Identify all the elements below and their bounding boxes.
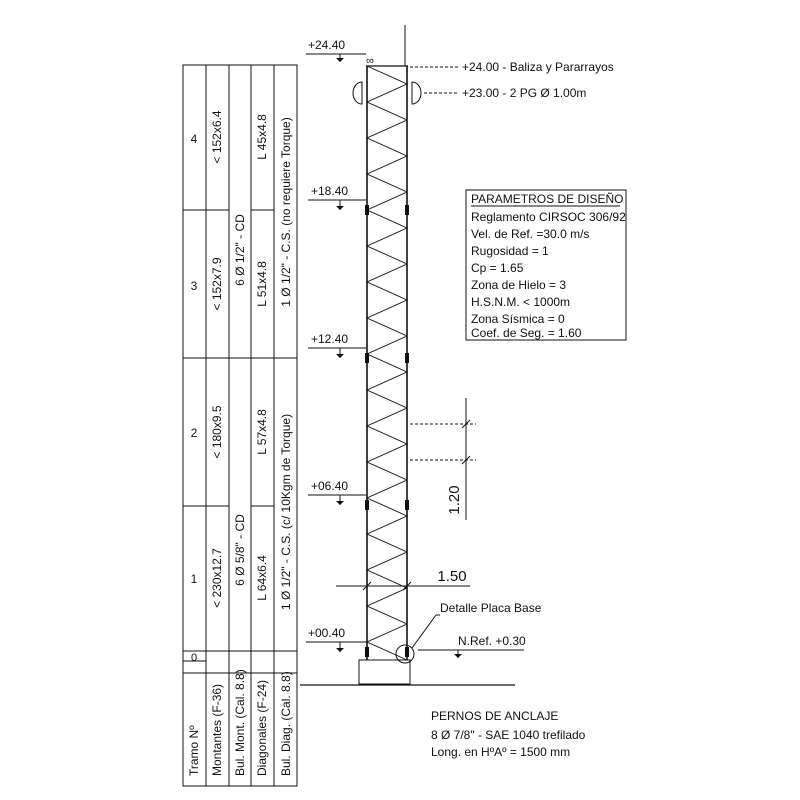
diagonal-3: L 51x4.8 (255, 261, 269, 307)
tramo-2: 2 (190, 426, 198, 440)
elev-18-40: +18.40 (311, 184, 349, 198)
callout-pg: +23.00 - 2 PG Ø 1.00m (462, 86, 587, 100)
param-2: Rugosidad = 1 (471, 244, 549, 258)
elev-06-40: +06.40 (311, 479, 349, 493)
tramo-0: 0 (190, 652, 198, 664)
header-tramo: Tramo Nº (187, 725, 201, 776)
param-6: Zona Sísmica = 0 (471, 312, 565, 326)
bul-diag-lower: 1 Ø 1/2" - C.S. (c/ 10Kgm de Torque) (279, 413, 293, 611)
montante-1: < 230x12.7 (210, 548, 224, 608)
lacing-diagonals (367, 66, 407, 660)
callout-baliza: +24.00 - Baliza y Pararrayos (462, 60, 614, 74)
montante-3: < 152x7.9 (210, 257, 224, 311)
splice-plate (365, 647, 369, 657)
elev-12-40: +12.40 (311, 332, 349, 346)
tramo-3: 3 (190, 279, 198, 293)
callout-detalle: Detalle Placa Base (440, 601, 542, 615)
bul-diag-upper: 1 Ø 1/2" - C.S. (no requiere Torque) (279, 117, 293, 307)
anchor-bolts-note (431, 709, 586, 759)
dim-1-20: 1.20 (446, 485, 463, 515)
callout-nref: N.Ref. +0.30 (458, 634, 526, 648)
dimension-width (336, 568, 470, 590)
tramo-4: 4 (190, 132, 198, 146)
anchors-line1: 8 Ø 7/8" - SAE 1040 trefilado (431, 728, 586, 742)
splice-plate (365, 500, 369, 510)
antenna-right-icon (412, 82, 421, 104)
param-4: Zona de Hielo = 3 (471, 278, 567, 292)
design-params-title: PARAMETROS DE DISEÑO (471, 192, 624, 206)
antenna-left-icon (353, 82, 362, 104)
param-7: Coef. de Seg. = 1.60 (471, 326, 582, 340)
splice-plate (365, 205, 369, 215)
dimension-height (410, 398, 476, 520)
bul-mont-lower: 6 Ø 5/8" - CD (233, 514, 247, 586)
tramo-1: 1 (190, 572, 198, 586)
header-bul-diag: Bul. Diag. (Cal. 8.8) (279, 671, 293, 776)
param-1: Vel. de Ref. =30.0 m/s (471, 227, 590, 241)
param-5: H.S.N.M. < 1000m (471, 295, 571, 309)
param-3: Cp = 1.65 (471, 261, 524, 275)
elev-00-40: +00.40 (308, 626, 346, 640)
diagonal-2: L 57x4.8 (255, 409, 269, 455)
splice-plate (405, 500, 409, 510)
anchors-line2: Long. en HºAº = 1500 mm (431, 745, 571, 759)
specs-table (183, 65, 297, 786)
splice-plate (405, 205, 409, 215)
montante-2: < 180x9.5 (210, 405, 224, 459)
bul-mont-upper: 6 Ø 1/2" - CD (233, 214, 247, 286)
dim-1-50: 1.50 (437, 568, 467, 585)
tower-lacing (367, 66, 407, 660)
rod-mark: ∞ (366, 55, 374, 67)
splice-plate (405, 353, 409, 363)
design-params-box (466, 190, 626, 340)
diagonal-4: L 45x4.8 (255, 114, 269, 160)
header-diagonales: Diagonales (F-24) (255, 679, 269, 776)
splice-plate (405, 647, 409, 657)
splice-plate (365, 353, 369, 363)
elevation-marks (306, 38, 366, 652)
diagonal-1: L 64x6.4 (255, 555, 269, 601)
anchors-title: PERNOS DE ANCLAJE (431, 709, 559, 723)
elev-24-40: +24.40 (308, 38, 346, 52)
header-montantes: Montantes (F-36) (210, 683, 224, 776)
montante-4: < 152x6.4 (210, 110, 224, 164)
param-0: Reglamento CIRSOC 306/92 (471, 210, 626, 224)
foundation-block (359, 660, 410, 684)
header-bul-mont: Bul. Mont. (Cal. 8.8) (233, 669, 247, 776)
